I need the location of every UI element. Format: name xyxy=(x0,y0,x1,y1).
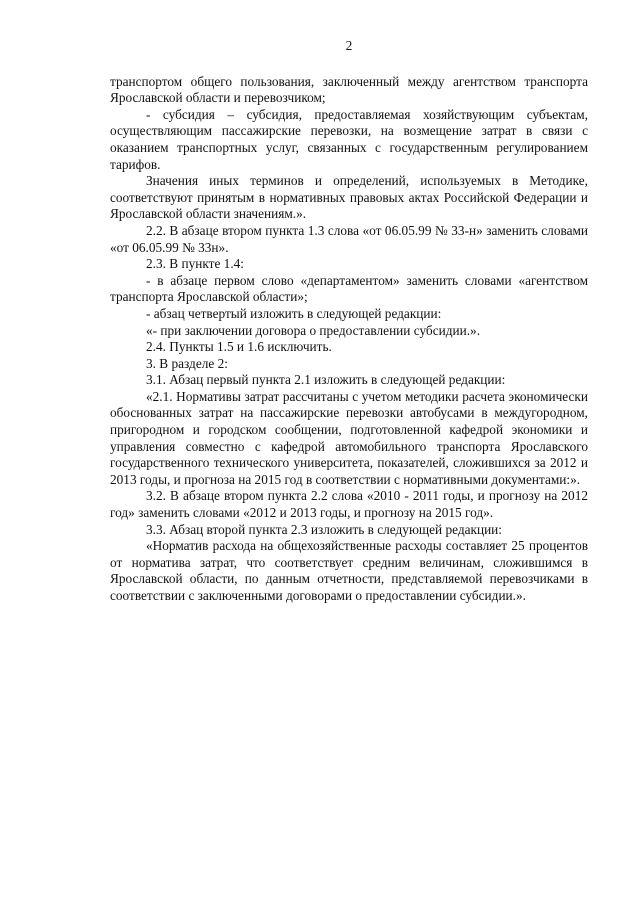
paragraph: - в абзаце первом слово «департаментом» заменить словами «агентством транспорта Ярославской области»; xyxy=(110,272,588,305)
document-body xyxy=(110,74,588,605)
paragraph: 3. В разделе 2: xyxy=(146,355,228,371)
paragraph: - субсидия – субсидия, предоставляемая хозяйствующим субъектам, осуществляющим пассажирские перевозки, на возмещение затрат в связи с оказанием транспортных услуг, связанных с государственным регулированием тарифов. xyxy=(110,106,588,172)
page-number: 2 xyxy=(345,38,353,53)
paragraph: - абзац четвертый изложить в следующей редакции: xyxy=(146,305,442,321)
paragraph: 3.1. Абзац первый пункта 2.1 изложить в следующей редакции: xyxy=(146,372,506,388)
paragraph: «2.1. Нормативы затрат рассчитаны с учетом методики расчета экономически обоснованных затрат на пассажирские перевозки автобусами в междугородном, пригородном и городском сообщении, подготовленной кафедрой экономики и управления совместно с кафедрой автомобильного транспорта Ярославского государственного технического университета, показателей, сложившихся за 2012 и 2013 годы, и прогноза на 2015 год в соответствии с нормативными документами:». xyxy=(110,388,588,487)
paragraph: Значения иных терминов и определений, используемых в Методике, соответствуют принятым в нормативных правовых актах Российской Федерации и Ярославской области значениям.». xyxy=(110,173,588,222)
paragraph: 3.2. В абзаце втором пункта 2.2 слова «2010 - 2011 годы, и прогнозу на 2012 год» заменить словами «2012 и 2013 годы, и прогнозу на 2015 год». xyxy=(110,488,588,521)
paragraph: «Норматив расхода на общехозяйственные расходы составляет 25 процентов от норматива затрат, что соответствует средним величинам, сложившимся в Ярославской области, по данным отчетности, представляемой перевозчиками в соответствии с заключенными договорами о предоставлении субсидии.». xyxy=(110,538,588,603)
paragraph: «- при заключении договора о предоставлении субсидии.». xyxy=(146,322,481,338)
paragraph: 2.2. В абзаце втором пункта 1.3 слова «от 06.05.99 № 33-н» заменить словами «от 06.05.99 № 33н». xyxy=(110,222,588,255)
paragraph: 2.4. Пункты 1.5 и 1.6 исключить. xyxy=(146,339,332,355)
paragraph: 2.3. В пункте 1.4: xyxy=(146,256,244,272)
paragraph: транспортом общего пользования, заключенный между агентством транспорта Ярославской области и перевозчиком; xyxy=(110,73,588,106)
paragraph: 3.3. Абзац второй пункта 2.3 изложить в следующей редакции: xyxy=(146,521,502,537)
